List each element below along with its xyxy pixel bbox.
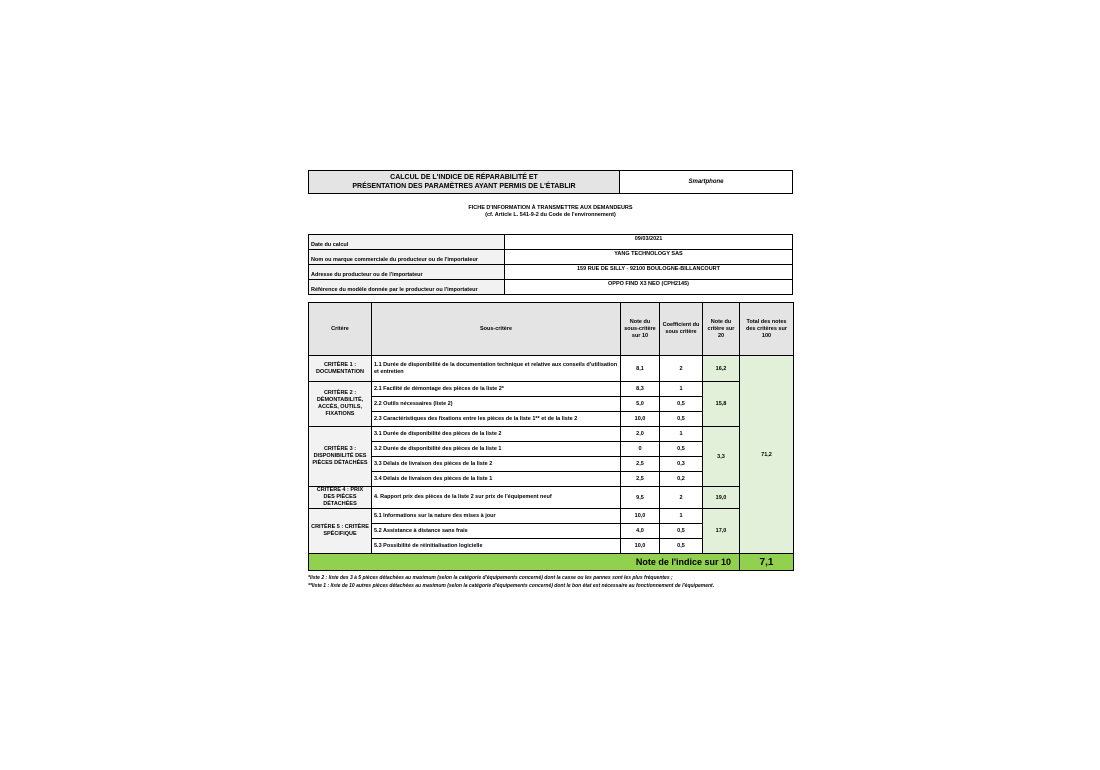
criterion-3-score: 3,3	[703, 427, 740, 487]
scores-table	[308, 302, 794, 571]
header-sous-critere: Sous-critère	[372, 303, 621, 356]
sub-criterion-note: 10,0	[621, 539, 660, 554]
final-score-value: 7,1	[740, 554, 794, 571]
info-label: Référence du modèle donnée par le producteur ou l'importateur	[309, 280, 505, 295]
sub-criterion-label: 2.1 Facilité de démontage des pièces de la liste 2*	[372, 382, 621, 397]
sub-criterion-coef: 1	[660, 427, 703, 442]
criterion-5: CRITÈRE 5 : CRITÈRE SPÉCIFIQUE	[309, 509, 372, 554]
sub-criterion-label: 4. Rapport prix des pièces de la liste 2 sur prix de l'équipement neuf	[372, 487, 621, 509]
criterion-1: CRITÈRE 1 : DOCUMENTATION	[309, 356, 372, 382]
final-score-row	[309, 554, 794, 571]
table-row	[309, 487, 794, 509]
sub-criterion-note: 4,0	[621, 524, 660, 539]
criterion-4: CRITÈRE 4 : PRIX DES PIÈCES DÉTACHÉES	[309, 487, 372, 509]
sub-criterion-label: 5.2 Assistance à distance sans frais	[372, 524, 621, 539]
sub-criterion-coef: 0,5	[660, 442, 703, 457]
footnote-liste-2: *liste 2 : liste des 3 à 5 pièces détachées au maximum (selon la catégorie d'équipements concerné) dont la casse ou les pannes sont les plus fréquentes ;	[308, 575, 673, 581]
sub-criterion-label: 3.4 Délais de livraison des pièces de la liste 1	[372, 472, 621, 487]
sub-criterion-label: 3.2 Durée de disponibilité des pièces de la liste 1	[372, 442, 621, 457]
info-row	[309, 235, 793, 250]
sub-criterion-note: 2,5	[621, 457, 660, 472]
sub-criterion-label: 2.2 Outils nécessaires (liste 2)	[372, 397, 621, 412]
sub-criterion-coef: 0,5	[660, 539, 703, 554]
info-row	[309, 265, 793, 280]
criterion-2-score: 15,8	[703, 382, 740, 427]
sub-criterion-note: 10,0	[621, 509, 660, 524]
sub-criterion-label: 5.3 Possibilité de réinitialisation logicielle	[372, 539, 621, 554]
sub-criterion-coef: 1	[660, 382, 703, 397]
info-value: 159 RUE DE SILLY - 92100 BOULOGNE-BILLANCOURT	[505, 265, 793, 280]
fiche-line-2: (cf. Article L. 541-9-2 du Code de l'environnement)	[485, 212, 616, 218]
document-title	[309, 171, 620, 194]
sub-criterion-coef: 0,2	[660, 472, 703, 487]
info-label: Nom ou marque commerciale du producteur ou de l'importateur	[309, 250, 505, 265]
header-note-critere: Note du critère sur 20	[703, 303, 740, 356]
info-row	[309, 250, 793, 265]
fiche-line-1: FICHE D'INFORMATION À TRANSMETTRE AUX DEMANDEURS	[468, 205, 633, 211]
table-header-row	[309, 303, 794, 356]
title-line-2: PRÉSENTATION DES PARAMÈTRES AYANT PERMIS DE L'ÉTABLIR	[352, 183, 576, 190]
info-row	[309, 280, 793, 295]
sub-criterion-label: 3.3 Délais de livraison des pièces de la liste 2	[372, 457, 621, 472]
info-value: OPPO FIND X3 NEO (CPH2145)	[505, 280, 793, 295]
sub-criterion-coef: 0,5	[660, 397, 703, 412]
final-score-label: Note de l'indice sur 10	[309, 554, 740, 571]
criterion-1-score: 16,2	[703, 356, 740, 382]
criterion-2: CRITÈRE 2 : DÉMONTABILITÉ, ACCÈS, OUTILS, FIXATIONS	[309, 382, 372, 427]
sub-criterion-note: 8,3	[621, 382, 660, 397]
sub-criterion-coef: 0,5	[660, 412, 703, 427]
sub-criterion-coef: 0,3	[660, 457, 703, 472]
criterion-5-score: 17,0	[703, 509, 740, 554]
sub-criterion-note: 5,0	[621, 397, 660, 412]
criterion-3: CRITÈRE 3 : DISPONIBILITÉ DES PIÈCES DÉTACHÉES	[309, 427, 372, 487]
sub-criterion-label: 3.1 Durée de disponibilité des pièces de la liste 2	[372, 427, 621, 442]
fiche-heading	[308, 205, 793, 223]
header-note-sous-critere: Note du sous-critère sur 10	[621, 303, 660, 356]
sub-criterion-note: 2,0	[621, 427, 660, 442]
sub-criterion-note: 0	[621, 442, 660, 457]
footnote-liste-1: **liste 1 : liste de 10 autres pièces détachées au maximum (selon la catégorie d'équipements concerné) dont le bon état est nécessaire au fonctionnement de l'équipement.	[308, 583, 715, 589]
table-row	[309, 382, 794, 397]
sub-criterion-coef: 0,5	[660, 524, 703, 539]
criterion-4-score: 19,0	[703, 487, 740, 509]
document-header	[308, 170, 793, 194]
info-table	[308, 234, 793, 295]
header-coefficient: Coefficient du sous critère	[660, 303, 703, 356]
info-label: Adresse du producteur ou de l'importateur	[309, 265, 505, 280]
repairability-document	[308, 170, 793, 590]
sub-criterion-label: 1.1 Durée de disponibilité de la documentation technique et relative aux conseils d'utilisation et entretien	[372, 356, 621, 382]
title-line-1: CALCUL DE L'INDICE DE RÉPARABILITÉ ET	[390, 174, 538, 181]
sub-criterion-label: 2.3 Caractéristiques des fixations entre les pièces de la liste 1** et de la liste 2	[372, 412, 621, 427]
sub-criterion-note: 2,5	[621, 472, 660, 487]
sub-criterion-coef: 2	[660, 487, 703, 509]
footnotes	[308, 574, 793, 590]
sub-criterion-note: 8,1	[621, 356, 660, 382]
info-label: Date du calcul	[309, 235, 505, 250]
header-total: Total des notes des critères sur 100	[740, 303, 794, 356]
table-row	[309, 509, 794, 524]
total-score-100: 71,2	[740, 356, 794, 554]
product-category: Smartphone	[620, 171, 793, 194]
sub-criterion-label: 5.1 Informations sur la nature des mises à jour	[372, 509, 621, 524]
sub-criterion-coef: 1	[660, 509, 703, 524]
sub-criterion-coef: 2	[660, 356, 703, 382]
info-value: 09/03/2021	[505, 235, 793, 250]
table-row	[309, 356, 794, 382]
table-row	[309, 427, 794, 442]
sub-criterion-note: 9,5	[621, 487, 660, 509]
info-value: YANG TECHNOLOGY SAS	[505, 250, 793, 265]
sub-criterion-note: 10,0	[621, 412, 660, 427]
header-critere: Critère	[309, 303, 372, 356]
